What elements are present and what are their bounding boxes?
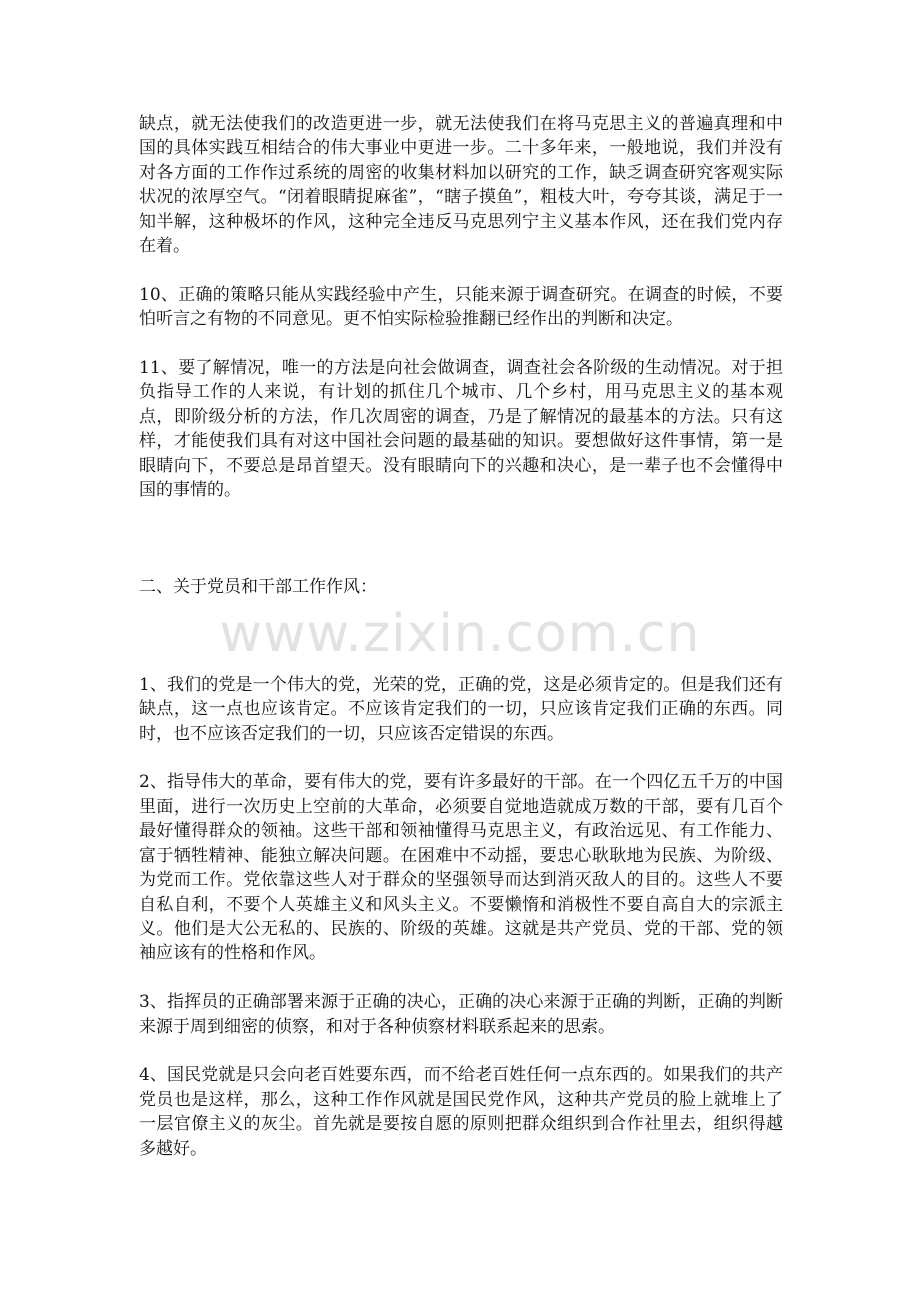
paragraph-item-2: 2、指导伟大的革命，要有伟大的党，要有许多最好的干部。在一个四亿五千万的中国里面，进行一次历史上空前的大革命，必须要自觉地造就成万数的干部，要有几百个最好懂得群众的领袖。这些干部和领袖懂得马克思主义，有政治远见、有工作能力、富于牺牲精神、能独立解决问题。在困难中不动摇，要忠心耿耿地为民族、为阶级、为党而工作。党依靠这些人对于群众的坚强领导而达到消灭敌人的目的。这些人不要自私自利，不要个人英雄主义和风头主义。不要懒惰和消极性不要自高自大的宗派主义。他们是大公无私的、民族的、阶级的英雄。这就是共产党员、党的干部、党的领袖应该有的性格和作风。 — [139, 772, 783, 964]
paragraph-item-4: 4、国民党就是只会向老百姓要东西，而不给老百姓任何一点东西的。如果我们的共产党员也是这样，那么，这种工作作风就是国民党作风，这种共产党员的脸上就堆上了一层官僚主义的灰尘。首先就是要按自愿的原则把群众组织到合作社里去，组织得越多越好。 — [139, 1065, 783, 1159]
paragraph-item-10: 10、正确的策略只能从实践经验中产生，只能来源于调查研究。在调查的时候，不要怕听言之有物的不同意见。更不怕实际检验推翻已经作出的判断和决定。 — [139, 284, 783, 330]
paragraph-item-11: 11、要了解情况，唯一的方法是向社会做调查，调查社会各阶级的生动情况。对于担负指导工作的人来说，有计划的抓住几个城市、几个乡村，用马克思主义的基本观点，即阶级分析的方法，作几次周密的调查，乃是了解情况的最基本的方法。只有这样，才能使我们具有对这中国社会问题的最基础的知识。要想做好这件事情，第一是眼睛向下，不要总是昂首望天。没有眼睛向下的兴趣和决心，是一辈子也不会懂得中国的事情的。 — [139, 358, 783, 501]
paragraph-item-3: 3、指挥员的正确部署来源于正确的决心，正确的决心来源于正确的判断，正确的判断来源于周到细密的侦察，和对于各种侦察材料联系起来的思索。 — [139, 992, 783, 1037]
paragraph-item-1: 1、我们的党是一个伟大的党，光荣的党，正确的党，这是必须肯定的。但是我们还有缺点，这一点也应该肯定。不应该肯定我们的一切，只应该肯定我们正确的东西。同时，也不应该否定我们的一切，只应该否定错误的东西。 — [139, 674, 783, 744]
document-body — [139, 112, 783, 1185]
paragraph-continuation: 缺点，就无法使我们的改造更进一步，就无法使我们在将马克思主义的普遍真理和中国的具体实践互相结合的伟大事业中更进一步。二十多年来，一般地说，我们并没有对各方面的工作作过系统的周密的收集材料加以研究的工作，缺乏调查研究客观实际状况的浓厚空气。“闭着眼睛捉麻雀”，“瞎子摸鱼”，粗枝大叶，夸夸其谈，满足于一知半解，这种极坏的作风，这种完全违反马克思列宁主义基本作风，还在我们党内存在着。 — [139, 114, 783, 257]
section-spacer — [139, 600, 783, 673]
section-heading: 二、关于党员和干部工作作风： — [139, 577, 377, 598]
watermark: www.zixin.com.cn — [219, 604, 701, 664]
